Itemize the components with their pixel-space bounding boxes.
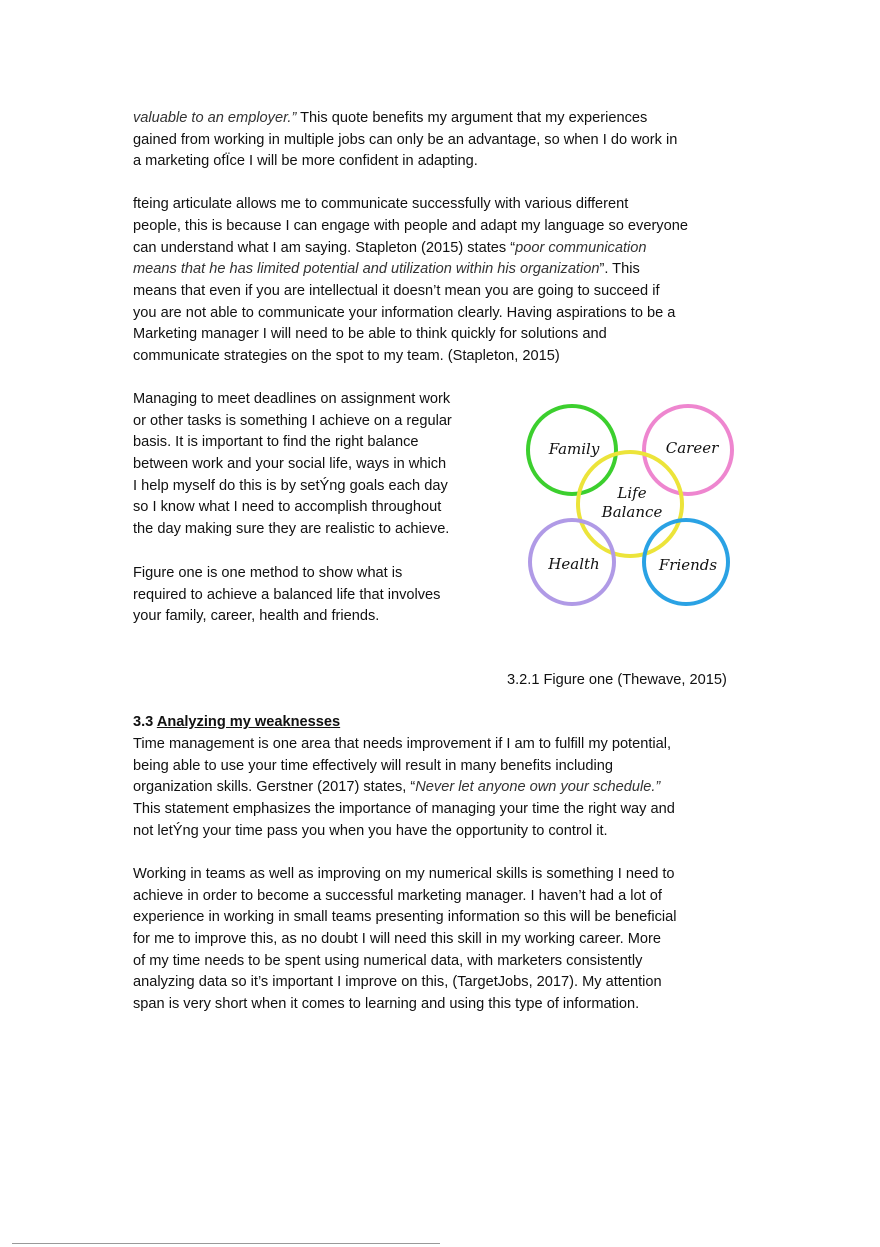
quote-text: valuable to an employer.” bbox=[133, 110, 297, 126]
text-line bbox=[133, 908, 676, 926]
life-balance-figure bbox=[524, 398, 746, 610]
text-segment: people, this is because I can engage with people and adapt my language so everyone bbox=[133, 218, 688, 234]
text-segment: or other tasks is something I achieve on a regular bbox=[133, 413, 452, 429]
text-line bbox=[133, 325, 607, 343]
text-segment: achieve in order to become a successful marketing manager. I haven’t had a lot of bbox=[133, 888, 662, 904]
text-segment: span is very short when it comes to learning and using this type of information. bbox=[133, 996, 640, 1012]
text-line bbox=[133, 607, 379, 625]
text-line bbox=[133, 260, 640, 278]
text-line bbox=[133, 586, 440, 604]
family-label: Family bbox=[548, 440, 600, 458]
text-line bbox=[133, 131, 677, 149]
balance-label: Balance bbox=[601, 503, 663, 521]
text-segment: Managing to meet deadlines on assignment work bbox=[133, 391, 451, 407]
text-line bbox=[133, 412, 452, 430]
text-line bbox=[133, 390, 450, 408]
text-segment: so I know what I need to accomplish throughout bbox=[133, 499, 442, 515]
text-line bbox=[133, 520, 449, 538]
text-line bbox=[133, 109, 647, 127]
quote-text: means that he has limited potential and utilization within his organization bbox=[133, 261, 600, 277]
section-heading: 3.3 bbox=[133, 714, 157, 730]
text-line bbox=[133, 304, 675, 322]
health-label: Health bbox=[548, 555, 600, 573]
text-line bbox=[133, 865, 675, 883]
text-segment: Time management is one area that needs improvement if I am to fulfill my potential, bbox=[133, 736, 672, 752]
text-segment: gained from working in multiple jobs can only be an advantage, so when I do work in bbox=[133, 132, 678, 148]
text-segment: organization skills. Gerstner (2017) states, “ bbox=[133, 779, 416, 795]
text-line bbox=[133, 477, 448, 495]
footnote-divider bbox=[12, 1243, 440, 1244]
text-segment: of my time needs to be spent using numerical data, with marketers consistently bbox=[133, 953, 643, 969]
text-line bbox=[133, 282, 660, 300]
text-segment: the day making sure they are realistic to achieve. bbox=[133, 521, 450, 537]
text-segment: This quote benefits my argument that my experiences bbox=[296, 110, 648, 126]
text-line bbox=[133, 822, 608, 840]
text-segment: can understand what I am saying. Stapleton (2015) states “ bbox=[133, 240, 516, 256]
friends-label: Friends bbox=[658, 556, 718, 574]
text-line bbox=[133, 455, 446, 473]
text-segment: basis. It is important to find the right balance bbox=[133, 434, 419, 450]
text-segment: This statement emphasizes the importance of managing your time the right way and bbox=[133, 801, 675, 817]
text-line bbox=[133, 195, 628, 213]
text-segment: analyzing data so it’s important I improve on this, (TargetJobs, 2017). My attention bbox=[133, 974, 662, 990]
quote-text: Never let anyone own your schedule.” bbox=[415, 779, 661, 795]
text-segment: fteing articulate allows me to communicate successfully with various different bbox=[133, 196, 629, 212]
text-segment: experience in working in small teams presenting information so this will be beneficial bbox=[133, 909, 677, 925]
text-line bbox=[133, 735, 671, 753]
text-segment: means that even if you are intellectual it doesn’t mean you are going to succeed if bbox=[133, 283, 660, 299]
text-line bbox=[133, 433, 419, 451]
text-line bbox=[133, 800, 675, 818]
text-segment: Working in teams as well as improving on my numerical skills is something I need to bbox=[133, 866, 675, 882]
text-line bbox=[133, 930, 661, 948]
text-segment: you are not able to communicate your information clearly. Having aspirations to be a bbox=[133, 305, 676, 321]
text-line bbox=[133, 239, 647, 257]
text-line bbox=[133, 973, 662, 991]
section-heading: Analyzing my weaknesses bbox=[156, 714, 341, 730]
text-segment: communicate strategies on the spot to my team. (Stapleton, 2015) bbox=[133, 348, 560, 364]
text-segment: your family, career, health and friends. bbox=[133, 608, 380, 624]
text-line bbox=[133, 887, 662, 905]
text-line bbox=[133, 564, 402, 582]
life-label: Life bbox=[617, 484, 647, 502]
figure-caption: 3.2.1 Figure one (Thewave, 2015) bbox=[507, 672, 727, 688]
text-segment: not letÝng your time pass you when you have the opportunity to control it. bbox=[133, 823, 608, 839]
text-line bbox=[133, 217, 688, 235]
career-label: Career bbox=[665, 439, 719, 457]
text-segment: a marketing ofÏce I will be more confident in adapting. bbox=[133, 153, 478, 169]
text-line bbox=[133, 498, 441, 516]
text-line bbox=[133, 152, 478, 170]
text-line bbox=[133, 757, 613, 775]
text-segment: Figure one is one method to show what is bbox=[133, 565, 403, 581]
text-line bbox=[133, 778, 660, 796]
text-segment: required to achieve a balanced life that involves bbox=[133, 587, 441, 603]
text-segment: being able to use your time effectively will result in many benefits including bbox=[133, 758, 613, 774]
text-segment: ”. This bbox=[599, 261, 640, 277]
text-segment: for me to improve this, as no doubt I will need this skill in my working career. More bbox=[133, 931, 662, 947]
text-segment: Marketing manager I will need to be able to think quickly for solutions and bbox=[133, 326, 607, 342]
text-line bbox=[133, 713, 340, 731]
text-line bbox=[133, 995, 639, 1013]
text-line bbox=[133, 347, 560, 365]
text-segment: between work and your social life, ways in which bbox=[133, 456, 447, 472]
quote-text: poor communication bbox=[515, 240, 647, 256]
text-segment: I help myself do this is by setÝng goals each day bbox=[133, 478, 448, 494]
text-line bbox=[133, 952, 642, 970]
